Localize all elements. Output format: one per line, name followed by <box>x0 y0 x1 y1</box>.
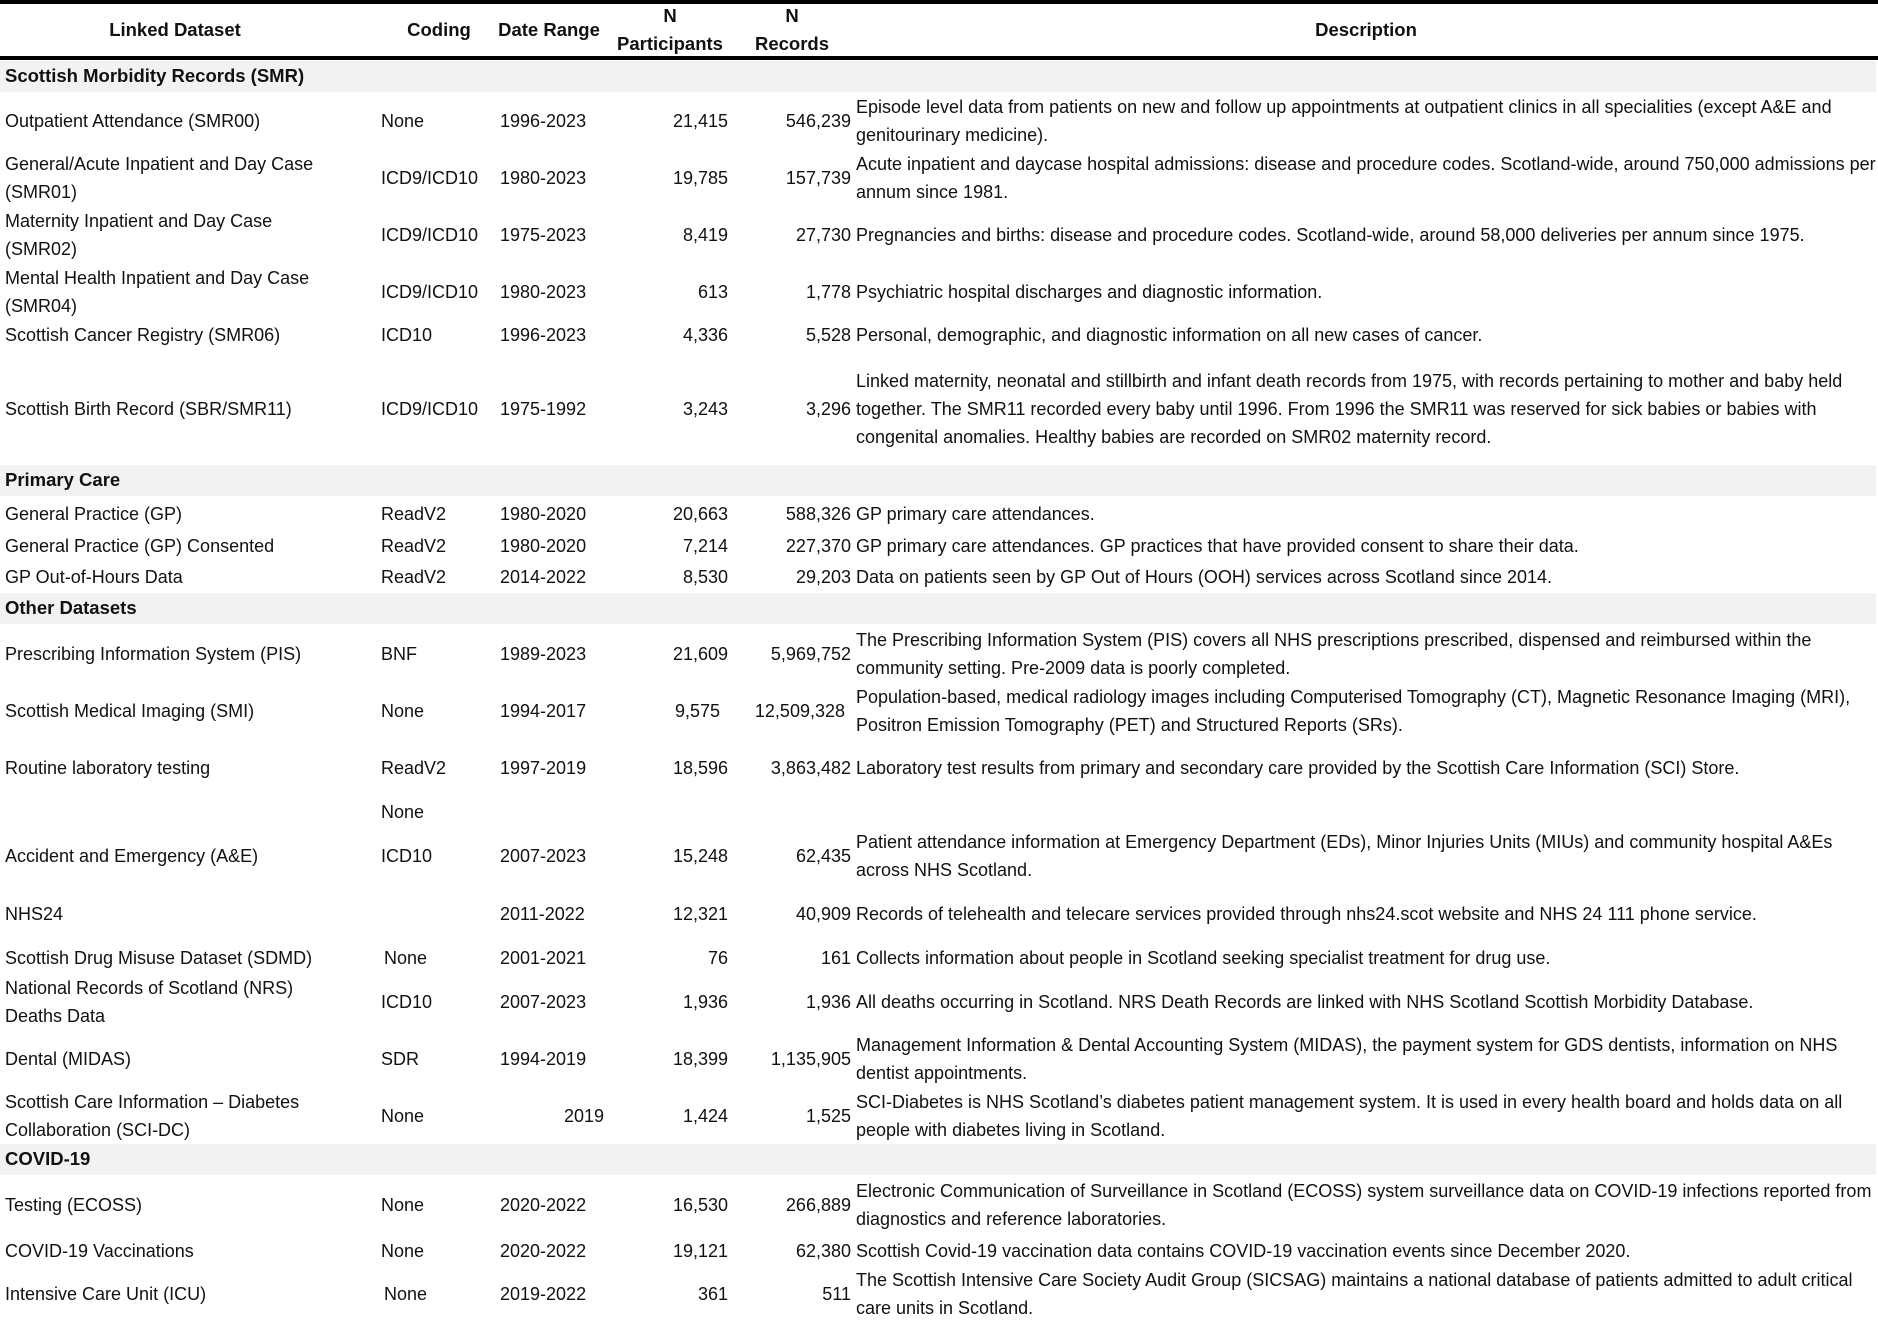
coding: ReadV2 <box>381 535 447 556</box>
n-participants: 12,321 <box>672 903 728 924</box>
date-range: 1975-1992 <box>500 399 587 419</box>
section-title: Scottish Morbidity Records (SMR) <box>5 65 305 86</box>
description: The Scottish Intensive Care Society Audit Group (SICSAG) maintains a national database of patients admitted to adult critical care units in Scotland. <box>856 1269 1853 1318</box>
table-row <box>0 898 1878 929</box>
section-header-smr <box>0 61 1876 92</box>
description: Laboratory test results from primary and secondary care provided by the Scottish Care Information (SCI) Store. <box>856 757 1740 778</box>
n-records: 3,296 <box>805 399 851 419</box>
date-range: 2011-2022 <box>500 903 585 924</box>
dataset-name: Scottish Birth Record (SBR/SMR11) <box>5 399 292 419</box>
header-linked-dataset: Linked Dataset <box>109 19 241 40</box>
coding: ReadV2 <box>381 566 447 587</box>
coding: ICD10 <box>381 991 433 1012</box>
n-participants: 3,243 <box>682 399 728 419</box>
n-records: 62,380 <box>795 1240 851 1261</box>
n-records: 27,730 <box>795 224 851 245</box>
section-header-other-datasets <box>0 593 1876 624</box>
description: Collects information about people in Scotland seeking specialist treatment for drug use. <box>856 947 1551 968</box>
table-row <box>0 682 1878 739</box>
date-range: 1980-2020 <box>500 503 587 524</box>
table-row <box>0 1176 1878 1233</box>
top-border <box>0 0 1878 4</box>
n-participants: 7,214 <box>682 535 728 556</box>
n-participants: 15,248 <box>672 845 728 866</box>
n-participants: 9,575 <box>674 700 720 721</box>
date-range: 2020-2022 <box>500 1194 587 1215</box>
table-row <box>0 942 1878 973</box>
dataset-name: Scottish Medical Imaging (SMI) <box>5 700 255 721</box>
description: Episode level data from patients on new and follow up appointments at outpatient clinics in all specialities (except A&E and genitourinary medicine). <box>856 97 1832 145</box>
date-range: 2019 <box>563 1105 604 1126</box>
table-row <box>0 1030 1878 1087</box>
n-participants: 8,530 <box>682 566 728 587</box>
dataset-name: NHS24 <box>5 903 64 924</box>
dataset-name: Intensive Care Unit (ICU) <box>5 1283 207 1304</box>
coding: None <box>381 1240 425 1261</box>
coding: None <box>381 1194 425 1215</box>
n-records: 227,370 <box>785 535 851 556</box>
coding: ICD9/ICD10 <box>381 281 479 302</box>
description: Scottish Covid-19 vaccination data contains COVID-19 vaccination events since December 2020. <box>856 1240 1631 1261</box>
n-participants: 21,609 <box>672 643 728 664</box>
date-range: 1980-2020 <box>500 535 587 556</box>
header-n-participants-line1: N <box>663 5 677 26</box>
table-row <box>0 1235 1878 1266</box>
n-participants: 4,336 <box>682 325 728 345</box>
dataset-name <box>5 796 375 827</box>
coding: BNF <box>381 643 417 664</box>
coding: None <box>381 111 425 131</box>
table-row <box>0 206 1878 263</box>
header-n-records-line1: N <box>785 5 799 26</box>
n-records: 161 <box>820 947 851 968</box>
n-participants: 21,415 <box>672 111 728 131</box>
table-row <box>0 1265 1878 1322</box>
header-n-participants <box>612 2 728 58</box>
n-participants: 20,663 <box>672 503 728 524</box>
n-participants <box>616 796 728 827</box>
coding: SDR <box>381 1048 420 1069</box>
dataset-name: Prescribing Information System (PIS) <box>5 643 302 664</box>
date-range: 1989-2023 <box>500 643 587 664</box>
dataset-name: Maternity Inpatient and Day Case (SMR02) <box>5 210 273 259</box>
date-range: 1994-2017 <box>500 700 587 721</box>
date-range: 2020-2022 <box>500 1240 587 1261</box>
section-title: Primary Care <box>5 469 121 490</box>
header-date-range: Date Range <box>498 19 600 40</box>
coding: ICD10 <box>381 845 433 866</box>
n-records: 511 <box>822 1283 851 1304</box>
table-row <box>0 796 1878 827</box>
date-range: 1996-2023 <box>500 325 587 345</box>
n-participants: 18,596 <box>672 757 728 778</box>
n-participants: 16,530 <box>672 1194 728 1215</box>
n-participants: 18,399 <box>672 1048 728 1069</box>
dataset-name: Accident and Emergency (A&E) <box>5 845 259 866</box>
description: Linked maternity, neonatal and stillbirth and infant death records from 1975, with records pertaining to mother and baby held together. The SMR11 recorded every baby until 1996. From 1996 the SMR11 was reserved for sick babies or babies with congenital anomalies. Healthy babies are recorded on SMR02 maternity record. <box>856 371 1843 447</box>
n-participants: 613 <box>697 281 728 302</box>
table-row <box>0 498 1878 529</box>
section-header-primary-care <box>0 465 1876 496</box>
date-range: 1994-2019 <box>500 1048 587 1069</box>
header-n-records <box>742 2 842 58</box>
n-participants: 19,121 <box>672 1240 728 1261</box>
n-participants: 19,785 <box>672 167 728 188</box>
n-records: 62,435 <box>795 845 851 866</box>
description: Patient attendance information at Emergency Department (EDs), Minor Injuries Units (MIUs) and community hospital A&Es across NHS Scotland. <box>856 831 1833 880</box>
section-title: COVID-19 <box>5 1148 91 1169</box>
n-records: 157,739 <box>785 167 851 188</box>
n-participants: 361 <box>697 1283 728 1304</box>
dataset-name: Mental Health Inpatient and Day Case (SMR04) <box>5 267 310 316</box>
coding: None <box>384 947 428 968</box>
n-records: 12,509,328 <box>754 700 845 721</box>
description: GP primary care attendances. <box>856 503 1095 524</box>
header-n-records-line2: Records <box>754 33 830 54</box>
date-range: 1975-2023 <box>500 224 587 245</box>
table-row <box>0 1087 1878 1144</box>
description: Acute inpatient and daycase hospital admissions: disease and procedure codes. Scotland-wide, around 750,000 admissions per annum since 1981. <box>856 153 1876 202</box>
dataset-name: COVID-19 Vaccinations <box>5 1240 194 1261</box>
date-range: 2007-2023 <box>500 991 587 1012</box>
n-records: 40,909 <box>795 903 851 924</box>
n-records: 1,135,905 <box>770 1048 851 1069</box>
description <box>856 796 1876 827</box>
section-title: Other Datasets <box>5 597 137 618</box>
header-description: Description <box>1315 19 1417 40</box>
dataset-name: General/Acute Inpatient and Day Case (SMR01) <box>5 153 314 202</box>
date-range: 2014-2022 <box>500 566 587 587</box>
coding: ICD9/ICD10 <box>381 224 479 245</box>
dataset-name: General Practice (GP) Consented <box>5 535 275 556</box>
coding: ICD9/ICD10 <box>381 399 479 419</box>
description: Electronic Communication of Surveillance in Scotland (ECOSS) system surveillance data on COVID-19 infections reported from diagnostics and reference laboratories. <box>856 1180 1872 1229</box>
description: Pregnancies and births: disease and procedure codes. Scotland-wide, around 58,000 deliveries per annum since 1975. <box>856 224 1805 245</box>
table-row <box>0 827 1878 884</box>
dataset-name: National Records of Scotland (NRS) Deaths Data <box>5 977 294 1026</box>
n-records: 3,863,482 <box>770 757 851 778</box>
n-records: 1,936 <box>805 991 851 1012</box>
n-records: 266,889 <box>785 1194 851 1215</box>
dataset-name: Routine laboratory testing <box>5 757 211 778</box>
date-range: 1980-2023 <box>500 281 587 302</box>
n-records: 5,969,752 <box>770 643 851 664</box>
dataset-name: Testing (ECOSS) <box>5 1194 143 1215</box>
n-records: 5,528 <box>805 325 851 345</box>
n-participants: 76 <box>707 947 728 968</box>
coding: ICD9/ICD10 <box>381 167 479 188</box>
n-records <box>730 796 851 827</box>
dataset-name: Outpatient Attendance (SMR00) <box>5 111 261 131</box>
table-row <box>0 92 1878 150</box>
dataset-name: GP Out-of-Hours Data <box>5 566 183 587</box>
coding: None <box>384 1283 428 1304</box>
date-range: 2001-2021 <box>500 947 587 968</box>
n-records: 546,239 <box>785 111 851 131</box>
coding: ReadV2 <box>381 757 447 778</box>
date-range: 2007-2023 <box>500 845 587 866</box>
description: Psychiatric hospital discharges and diagnostic information. <box>856 281 1323 302</box>
table-row <box>0 530 1878 561</box>
coding: None <box>381 1105 425 1126</box>
n-participants: 1,936 <box>682 991 728 1012</box>
table-row <box>0 263 1878 320</box>
table-row <box>0 625 1878 682</box>
table-row <box>0 973 1878 1030</box>
description: All deaths occurring in Scotland. NRS Death Records are linked with NHS Scotland Scottish Morbidity Database. <box>856 991 1754 1012</box>
date-range: 1996-2023 <box>500 111 587 131</box>
header-coding: Coding <box>407 19 471 40</box>
table-row <box>0 320 1878 350</box>
table-row <box>0 149 1878 206</box>
dataset-name: Scottish Drug Misuse Dataset (SDMD) <box>5 947 313 968</box>
header-bottom-border <box>0 56 1878 60</box>
coding: ReadV2 <box>381 503 447 524</box>
n-participants: 1,424 <box>682 1105 728 1126</box>
table-row <box>0 561 1878 592</box>
description: Data on patients seen by GP Out of Hours (OOH) services across Scotland since 2014. <box>856 566 1552 587</box>
date-range <box>500 796 620 827</box>
coding: None <box>381 801 425 822</box>
date-range: 2019-2022 <box>500 1283 587 1304</box>
dataset-name: Scottish Care Information – Diabetes Collaboration (SCI-DC) <box>5 1091 300 1140</box>
date-range: 1980-2023 <box>500 167 587 188</box>
coding: None <box>381 700 425 721</box>
description: Records of telehealth and telecare services provided through nhs24.scot website and NHS 24 111 phone service. <box>856 903 1757 924</box>
coding: ICD10 <box>381 325 433 345</box>
n-participants: 8,419 <box>682 224 728 245</box>
description: GP primary care attendances. GP practices that have provided consent to share their data. <box>856 535 1579 556</box>
n-records: 29,203 <box>795 566 851 587</box>
date-range: 1997-2019 <box>500 757 587 778</box>
coding <box>381 898 493 929</box>
n-records: 588,326 <box>785 503 851 524</box>
description: Personal, demographic, and diagnostic information on all new cases of cancer. <box>856 325 1483 345</box>
n-records: 1,778 <box>805 281 851 302</box>
header-n-participants-line2: Participants <box>617 33 723 54</box>
description: SCI-Diabetes is NHS Scotland’s diabetes patient management system. It is used in every health board and holds data on all people with diabetes living in Scotland. <box>856 1091 1843 1140</box>
dataset-name: General Practice (GP) <box>5 503 183 524</box>
dataset-name: Dental (MIDAS) <box>5 1048 132 1069</box>
section-header-covid-19 <box>0 1144 1876 1175</box>
description: The Prescribing Information System (PIS) covers all NHS prescriptions prescribed, dispensed and reimbursed within the community setting. Pre-2009 data is poorly completed. <box>856 629 1812 678</box>
n-records: 1,525 <box>805 1105 851 1126</box>
table-row <box>0 365 1878 453</box>
table-row <box>0 752 1878 783</box>
dataset-name: Scottish Cancer Registry (SMR06) <box>5 325 281 345</box>
description: Management Information & Dental Accounting System (MIDAS), the payment system for GDS dentists, information on NHS dentist appointments. <box>856 1034 1838 1083</box>
description: Population-based, medical radiology images including Computerised Tomography (CT), Magnetic Resonance Imaging (MRI), Positron Emission Tomography (PET) and Structured Reports (SRs). <box>856 686 1851 735</box>
